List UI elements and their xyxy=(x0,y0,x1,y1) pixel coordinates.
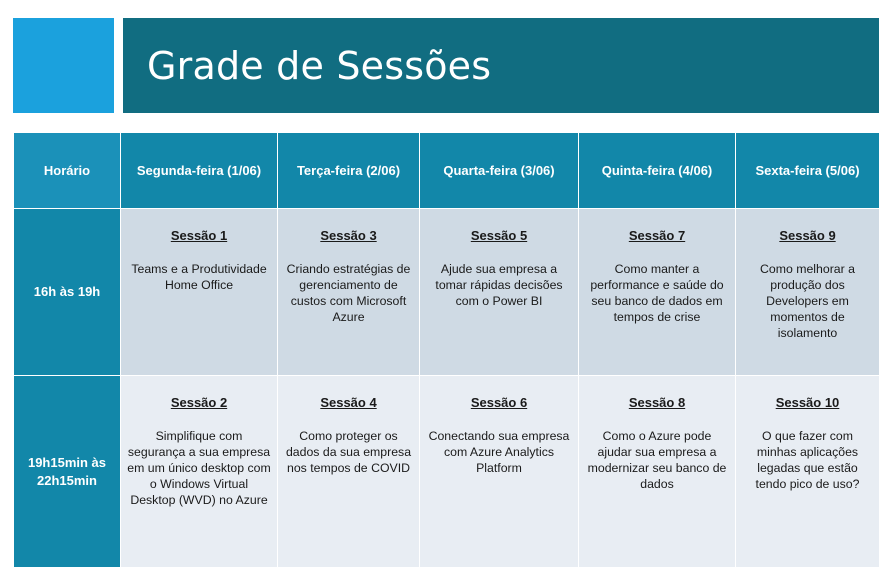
session-cell xyxy=(420,376,579,568)
session-title: Sessão 9 xyxy=(779,228,836,243)
header-sexta: Sexta-feira (5/06) xyxy=(736,133,880,209)
session-cell xyxy=(579,209,736,376)
page-title: Grade de Sessões xyxy=(147,44,492,88)
session-description: O que fazer com minhas aplicações legadas que estão tendo pico de uso? xyxy=(755,429,860,491)
session-description: Como manter a performance e saúde do seu banco de dados em tempos de crise xyxy=(590,262,724,324)
session-title: Sessão 1 xyxy=(170,228,228,243)
table-row xyxy=(14,209,880,376)
header-quinta: Quinta-feira (4/06) xyxy=(579,133,736,209)
session-description: Ajude sua empresa a tomar rápidas decisões com o Power BI xyxy=(435,262,563,308)
time-slot: 16h às 19h xyxy=(14,209,121,376)
header-segunda: Segunda-feira (1/06) xyxy=(121,133,278,209)
session-cell xyxy=(121,376,278,568)
session-description: Teams e a Produtividade Home Office xyxy=(131,262,267,292)
accent-square xyxy=(13,18,114,113)
session-title: Sessão 5 xyxy=(470,228,528,243)
table-row xyxy=(14,376,880,568)
title-bar xyxy=(123,18,879,113)
session-cell xyxy=(579,376,736,568)
session-title: Sessão 10 xyxy=(775,395,840,410)
session-description: Conectando sua empresa com Azure Analytics Platform xyxy=(428,429,570,475)
session-title: Sessão 3 xyxy=(320,228,377,243)
session-description: Criando estratégias de gerenciamento de custos com Microsoft Azure xyxy=(286,262,411,324)
session-title: Sessão 8 xyxy=(628,395,686,410)
session-description: Como o Azure pode ajudar sua empresa a modernizar seu banco de dados xyxy=(587,429,727,491)
header-row xyxy=(14,133,880,209)
session-title: Sessão 6 xyxy=(470,395,528,410)
session-description: Como proteger os dados da sua empresa nos tempos de COVID xyxy=(285,429,412,475)
header-terca: Terça-feira (2/06) xyxy=(278,133,420,209)
session-cell xyxy=(736,376,880,568)
session-cell xyxy=(278,209,420,376)
session-title: Sessão 7 xyxy=(628,228,686,243)
session-grid xyxy=(13,132,880,568)
session-title: Sessão 4 xyxy=(320,395,377,410)
session-title: Sessão 2 xyxy=(170,395,228,410)
session-cell xyxy=(121,209,278,376)
header-horario: Horário xyxy=(14,133,121,209)
session-cell xyxy=(736,209,880,376)
session-description: Como melhorar a produção dos Developers em momentos de isolamento xyxy=(760,262,855,340)
header-quarta: Quarta-feira (3/06) xyxy=(420,133,579,209)
session-cell xyxy=(420,209,579,376)
session-cell xyxy=(278,376,420,568)
session-description: Simplifique com segurança a sua empresa em um único desktop com o Windows Virtual Desktop (WVD) no Azure xyxy=(127,429,271,507)
time-slot: 19h15min às 22h15min xyxy=(14,376,121,568)
